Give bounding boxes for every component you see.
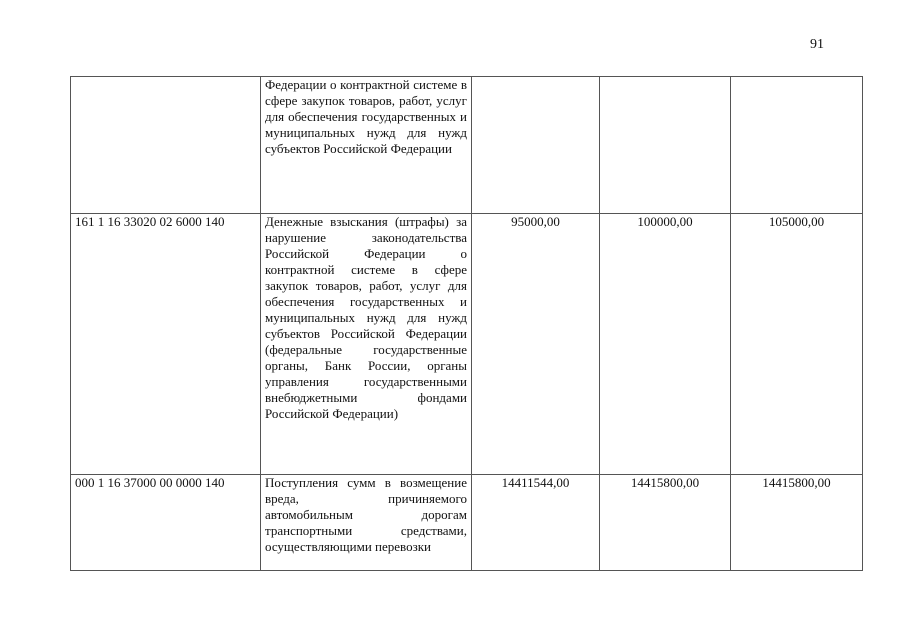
page-number: 91 xyxy=(810,37,824,52)
amount-cell-year-3: 105000,00 xyxy=(731,214,863,475)
table-row xyxy=(71,475,863,571)
budget-revenue-table xyxy=(70,76,863,571)
amount-cell-year-2: 14415800,00 xyxy=(600,475,731,571)
revenue-name-cell: Денежные взыскания (штрафы) за нарушение законодательства Российской Федерации о контрактной системе в сфере закупок товаров, работ, услуг для обеспечения государственных и муниципальных нужд для нужд субъектов Российской Федерации (федеральные государственные органы, Банк России, органы управления государственными внебюджетными фондами Российской Федерации) xyxy=(261,214,472,475)
budget-code-cell: 000 1 16 37000 00 0000 140 xyxy=(71,475,261,571)
budget-code-cell: 161 1 16 33020 02 6000 140 xyxy=(71,214,261,475)
amount-cell-year-3: 14415800,00 xyxy=(731,475,863,571)
amount-cell-year-1 xyxy=(472,77,600,214)
amount-cell-year-3 xyxy=(731,77,863,214)
amount-cell-year-2: 100000,00 xyxy=(600,214,731,475)
amount-cell-year-1: 14411544,00 xyxy=(472,475,600,571)
table-row xyxy=(71,214,863,475)
budget-code-cell xyxy=(71,77,261,214)
amount-cell-year-2 xyxy=(600,77,731,214)
revenue-name-cell: Поступления сумм в возмещение вреда, причиняемого автомобильным дорогам транспортными средствами, осуществляющими перевозки xyxy=(261,475,472,571)
amount-cell-year-1: 95000,00 xyxy=(472,214,600,475)
table-row xyxy=(71,77,863,214)
revenue-name-cell: Федерации о контрактной системе в сфере закупок товаров, работ, услуг для обеспечения государственных и муниципальных нужд для нужд субъектов Российской Федерации xyxy=(261,77,472,214)
